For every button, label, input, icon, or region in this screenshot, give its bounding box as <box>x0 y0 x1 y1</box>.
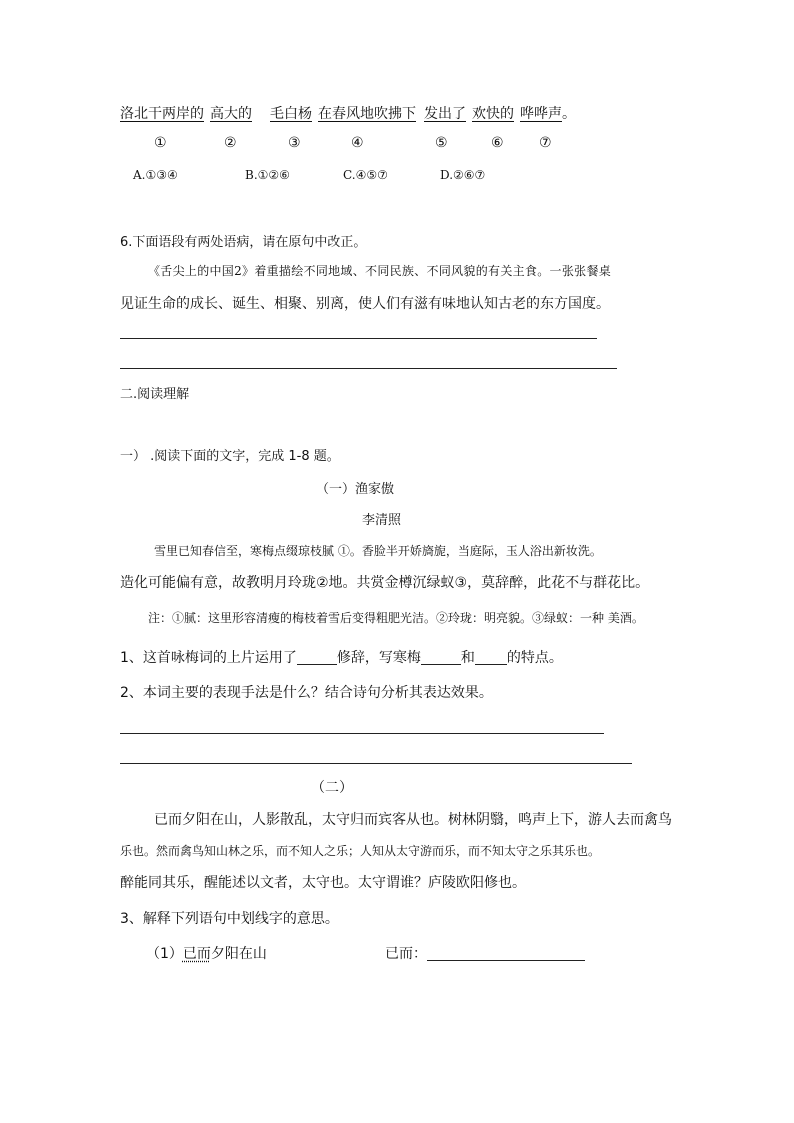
q6-answer-line-1[interactable] <box>120 338 597 339</box>
segment-1: 洛北干两岸的 <box>120 106 204 122</box>
poem-line2: 造化可能偏有意，故教明月玲珑②地。共赏金樽沉绿蚁③，莫辞醉，此花不与群花比。 <box>120 575 650 591</box>
prose-line1: 已而夕阳在山，人影散乱，太守归而宾客从也。树林阴翳，鸣声上下，游人去而禽鸟 <box>154 812 672 828</box>
sentence5-period: 。 <box>562 106 576 122</box>
q1-blank-2[interactable] <box>421 650 461 665</box>
marker-7: ⑦ <box>539 135 552 151</box>
prose-line3: 醉能同其乐，醒能述以文者，太守也。太守谓谁？庐陵欧阳修也。 <box>120 875 526 891</box>
q3-answer <box>385 943 585 963</box>
q1-part2: 修辞，写寒梅 <box>336 650 421 666</box>
prose-line2: 乐也。然而禽鸟知山林之乐，而不知人之乐；人知从太守游而乐，而不知太守之乐其乐也。 <box>120 844 601 858</box>
option-d: D.②⑥⑦ <box>440 168 486 182</box>
q1-part1: 1、这首咏梅词的上片运用了 <box>120 650 297 666</box>
segment-2: 高大的 <box>210 106 252 122</box>
option-c: C.④⑤⑦ <box>343 168 388 182</box>
marker-5: ⑤ <box>435 135 448 151</box>
q3-prompt: 3、解释下列语句中划线字的意思。 <box>120 911 339 927</box>
q6-passage-line2: 见证生命的成长、诞生、相聚、别离，使人们有滋有味地认知古老的东方国度。 <box>120 296 610 312</box>
q1-line <box>120 647 563 667</box>
q1-blank-1[interactable] <box>297 650 337 665</box>
q1-part3: 和 <box>460 650 475 666</box>
segment-4: 在春风地吹拂下 <box>318 106 416 122</box>
q1-blank-3[interactable] <box>475 650 507 665</box>
q6-answer-line-2[interactable] <box>120 368 617 369</box>
section2-heading: 二.阅读理解 <box>120 387 190 402</box>
q3-answer-blank[interactable] <box>427 946 585 961</box>
sentence5-line <box>120 103 576 123</box>
q1-part4: 的特点。 <box>506 650 563 666</box>
marker-4: ④ <box>351 135 364 151</box>
q3-item-text: 夕阳在山 <box>210 946 267 962</box>
q2-prompt: 2、本词主要的表现手法是什么？结合诗句分析其表达效果。 <box>120 685 493 701</box>
poem-line1: 雪里已知春信至，寒梅点缀琼枝腻 ①。香脸半开娇旖旎，当庭际，玉人浴出新妆洗。 <box>154 544 602 558</box>
segment-3: 毛白杨 <box>270 106 312 122</box>
q6-prompt: 6.下面语段有两处语病，请在原句中改正。 <box>120 235 367 250</box>
prose-title: （二） <box>311 780 353 796</box>
segment-5: 发出了 <box>424 106 466 122</box>
option-a: A.①③④ <box>133 168 178 182</box>
poem-author: 李清照 <box>362 513 402 528</box>
marker-1: ① <box>154 135 167 151</box>
poem-note: 注：①腻：这里形容清瘦的梅枝着雪后变得粗肥光洁。②玲珑：明亮貌。③绿蚁：一种 美酒。 <box>148 611 644 625</box>
section2-intro: 一） .阅读下面的文字，完成 1-8 题。 <box>120 449 340 464</box>
segment-7: 哗哗声 <box>520 106 562 122</box>
option-b: B.①②⑥ <box>245 168 290 182</box>
q2-answer-line-1[interactable] <box>120 733 604 734</box>
q3-answer-label: 已而： <box>385 946 427 962</box>
segment-6: 欢快的 <box>472 106 514 122</box>
q3-item-number: （1） <box>146 946 183 962</box>
poem-title: （一）渔家傲 <box>316 482 395 497</box>
q3-underlined-word: 已而 <box>182 946 211 962</box>
q6-passage-line1: 《舌尖上的中国2》着重描绘不同地域、不同民族、不同风貌的有关主食。一张张餐桌 <box>148 264 612 278</box>
q2-answer-line-2[interactable] <box>120 763 632 764</box>
marker-3: ③ <box>288 135 301 151</box>
q3-item-1 <box>146 943 267 963</box>
marker-6: ⑥ <box>491 135 504 151</box>
marker-2: ② <box>224 135 237 151</box>
